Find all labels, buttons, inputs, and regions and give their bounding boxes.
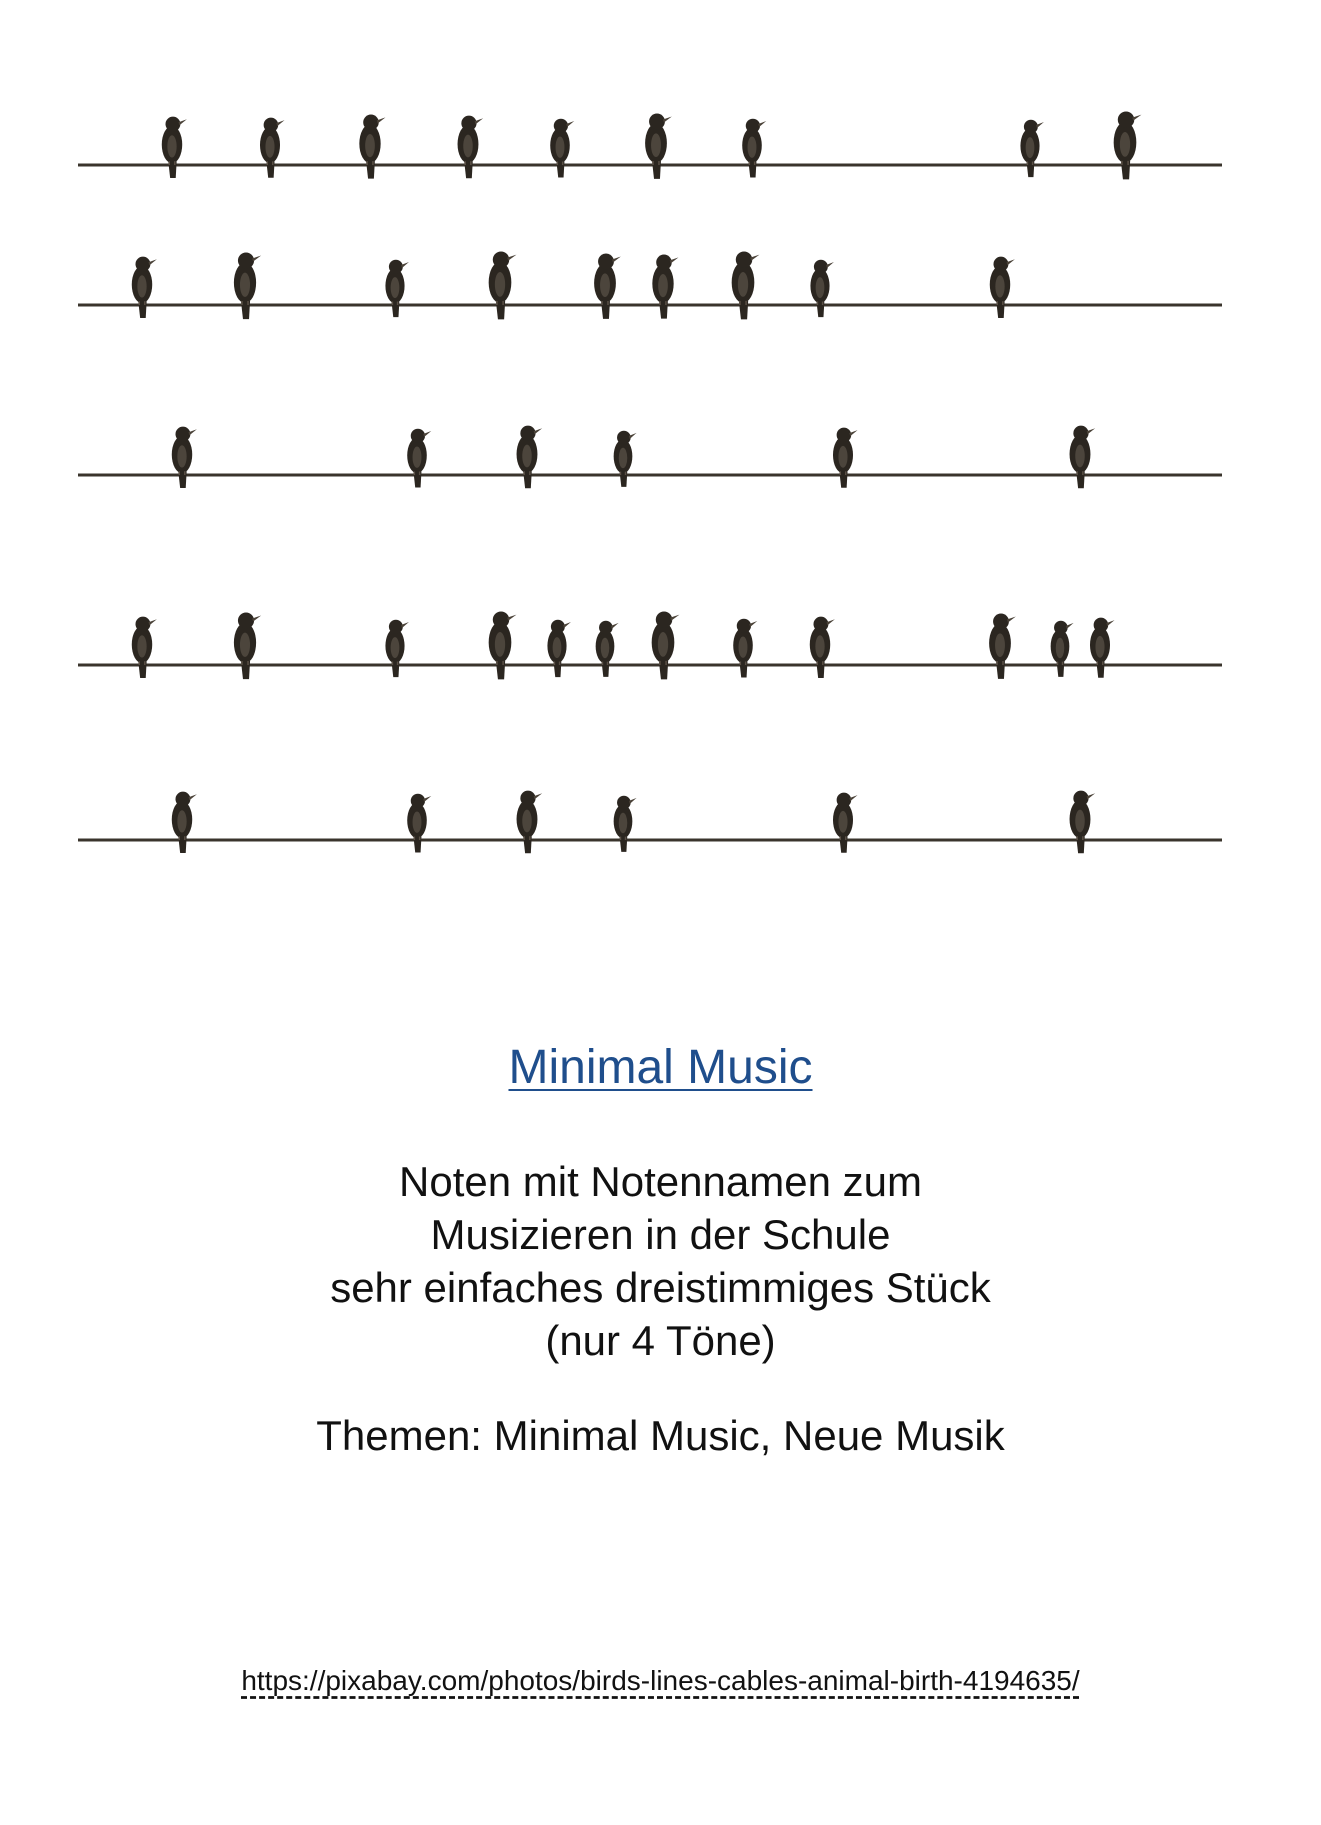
bird-icon — [989, 614, 1016, 679]
bird-icon — [260, 118, 285, 178]
bird-icon — [833, 793, 858, 853]
bird-icon — [517, 426, 543, 489]
bird-icon — [172, 427, 197, 488]
bird-icon — [458, 116, 484, 179]
bird-icon — [407, 794, 431, 853]
bird-icon — [810, 260, 833, 317]
bird-icon — [652, 611, 680, 679]
bird-icon — [489, 611, 517, 679]
bird-icon — [234, 252, 261, 319]
bird-icon — [234, 612, 261, 679]
description — [0, 1155, 1321, 1367]
description-line: Musizieren in der Schule — [430, 1211, 891, 1258]
bird-icon — [385, 620, 408, 677]
bird-icon — [652, 255, 678, 319]
bird-icon — [547, 620, 570, 677]
bird-icon — [594, 254, 621, 319]
bird-icon — [1090, 618, 1115, 678]
bird-icon — [810, 617, 835, 678]
document-title-link[interactable]: Minimal Music — [508, 1041, 813, 1094]
bird-icon — [162, 117, 187, 178]
bird-icon — [614, 796, 637, 852]
description-line: sehr einfaches dreistimmiges Stück — [330, 1264, 991, 1311]
bird-icon — [172, 792, 197, 853]
bird-icon — [517, 791, 543, 854]
bird-icon — [596, 621, 619, 677]
birds-on-wires-photo — [60, 40, 1240, 900]
bird-icon — [359, 115, 385, 179]
description-line: Noten mit Notennamen zum — [399, 1158, 922, 1205]
bird-icon — [1020, 120, 1043, 177]
bird-icon — [733, 619, 757, 678]
topics-line: Themen: Minimal Music, Neue Musik — [316, 1412, 1005, 1459]
bird-icon — [614, 431, 637, 487]
description-line: (nur 4 Töne) — [545, 1317, 776, 1364]
bird-icon — [1070, 426, 1096, 489]
bird-icon — [132, 257, 157, 318]
bird-icon — [833, 428, 858, 488]
bird-icon — [407, 429, 431, 488]
bird-icon — [742, 119, 766, 178]
bird-icon — [1051, 621, 1074, 677]
bird-icon — [645, 114, 672, 179]
bird-icon — [385, 260, 408, 317]
bird-icon — [1070, 791, 1096, 854]
bird-icon — [489, 251, 517, 319]
bird-icon — [132, 617, 157, 678]
source-link[interactable]: https://pixabay.com/photos/birds-lines-cables-animal-birth-4194635/ — [241, 1665, 1080, 1696]
bird-icon — [732, 251, 760, 319]
bird-icon — [990, 257, 1015, 318]
bird-icon — [550, 119, 574, 178]
bird-icon — [1114, 111, 1142, 179]
